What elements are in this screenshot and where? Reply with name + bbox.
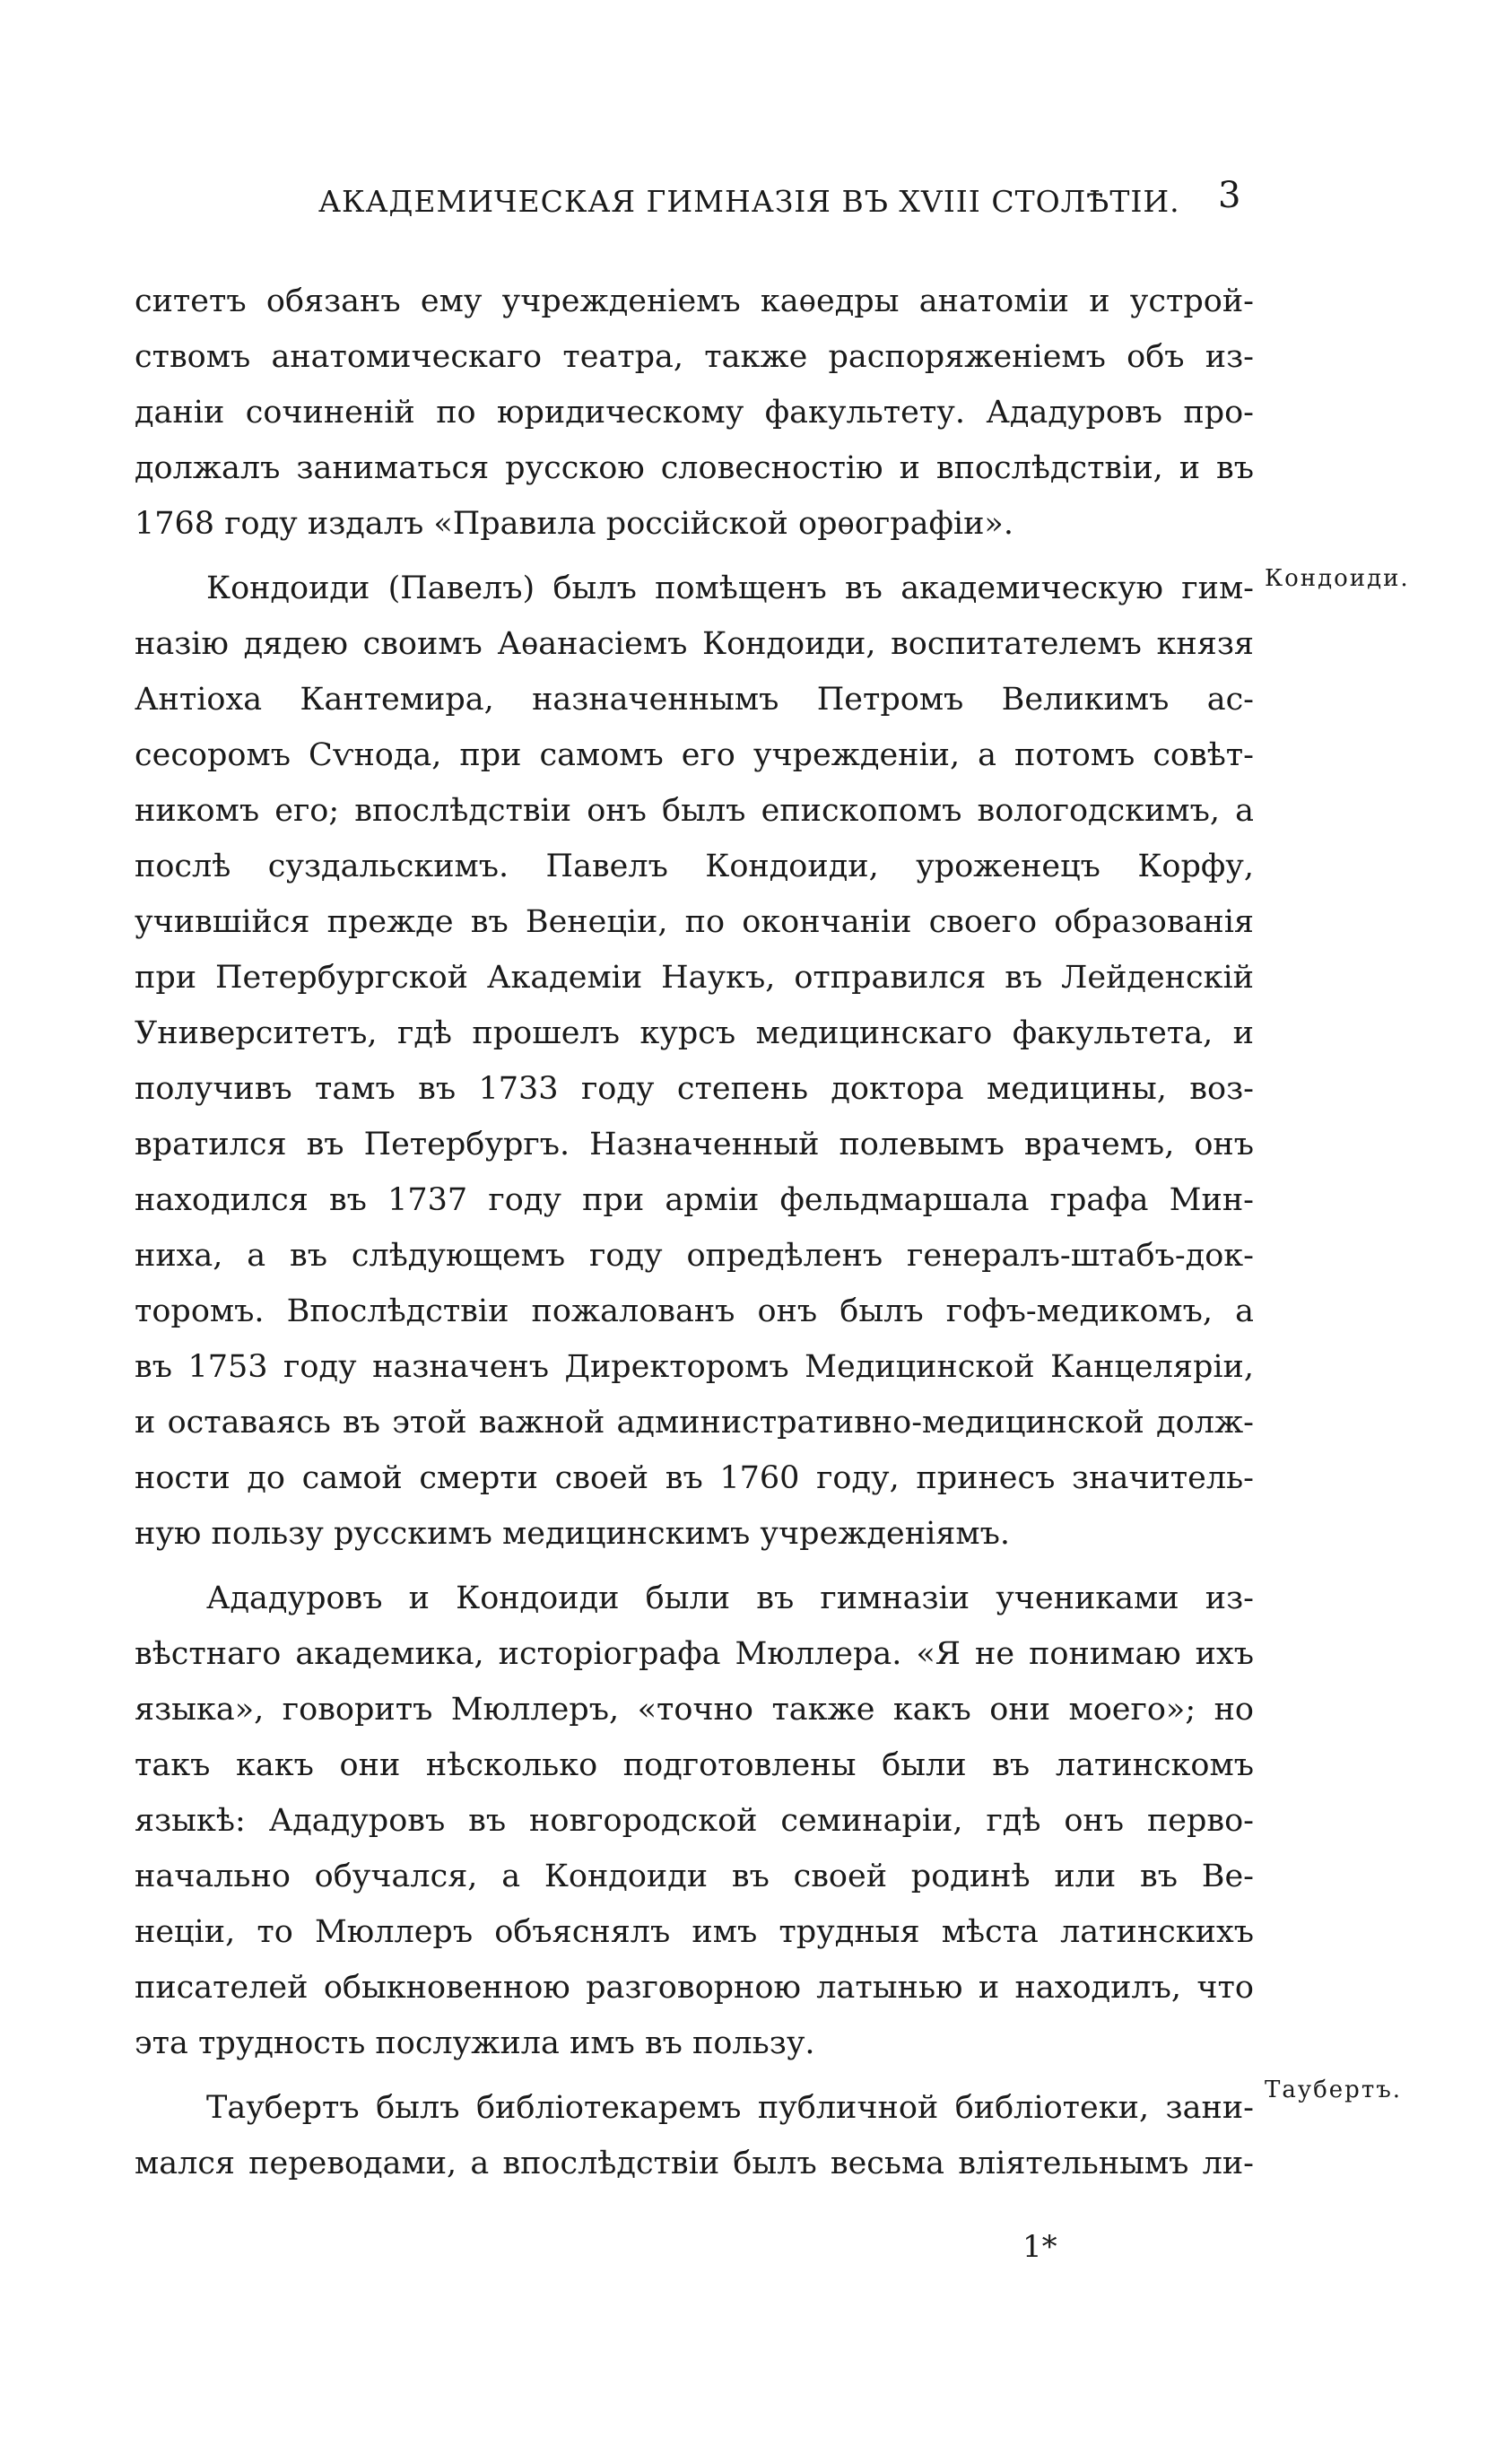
text-line: ную пользу русскимъ медицинскимъ учрежденіямъ. (135, 1516, 1010, 1552)
margin-note-taubert: Таубертъ. (1265, 2077, 1403, 2103)
text-line: ности до самой смерти своей въ 1760 году, принесъ значитель- (135, 1460, 1254, 1496)
paragraph-4 (135, 2080, 1254, 2191)
text-line: языка», говоритъ Мюллеръ, «точно также какъ они моего»; но (135, 1692, 1254, 1728)
text-line: находился въ 1737 году при арміи фельдмаршала графа Мин- (135, 1182, 1254, 1218)
page-number: 3 (1218, 175, 1241, 216)
text-line: даніи сочиненій по юридическому факультету. Ададуровъ про- (135, 395, 1254, 431)
text-line: ствомъ анатомическаго театра, также распоряженіемъ объ из- (135, 339, 1254, 375)
signature-mark: 1* (1022, 2229, 1057, 2265)
text-line: никомъ его; впослѣдствіи онъ былъ епископомъ вологодскимъ, а (135, 793, 1254, 829)
text-line: Кондоиди (Павелъ) былъ помѣщенъ въ академическую гим- (206, 570, 1254, 606)
text-line: эта трудность послужила имъ въ пользу. (135, 2025, 815, 2061)
text-line: послѣ суздальскимъ. Павелъ Кондоиди, уроженецъ Корфу, (135, 849, 1254, 884)
text-line: получивъ тамъ въ 1733 году степень доктора медицины, воз- (135, 1071, 1254, 1107)
text-line: языкѣ: Ададуровъ въ новгородской семинаріи, гдѣ онъ перво- (135, 1803, 1254, 1839)
text-line: назію дядею своимъ Аѳанасіемъ Кондоиди, воспитателемъ князя (135, 626, 1254, 662)
running-header (0, 175, 1505, 238)
text-line: вратился въ Петербургъ. Назначенный полевымъ врачемъ, онъ (135, 1127, 1254, 1162)
text-line: должалъ заниматься русскою словесностію и впослѣдствіи, и въ (135, 450, 1254, 486)
text-line: начально обучался, а Кондоиди въ своей родинѣ или въ Ве- (135, 1859, 1254, 1894)
text-line: вѣстнаго академика, исторіографа Мюллера. «Я не понимаю ихъ (135, 1636, 1254, 1672)
text-line: Университетъ, гдѣ прошелъ курсъ медицинскаго факультета, и (135, 1015, 1254, 1051)
text-line: Ададуровъ и Кондоиди были въ гимназіи учениками из- (206, 1580, 1254, 1616)
text-line: при Петербургской Академіи Наукъ, отправился въ Лейденскій (135, 960, 1254, 996)
paragraph-2 (135, 561, 1254, 1562)
text-line: Таубертъ былъ библіотекаремъ публичной библіотеки, зани- (206, 2090, 1254, 2126)
margin-note-kondoidi: Кондоиди. (1265, 565, 1410, 592)
running-title: АКАДЕМИЧЕСКАЯ ГИМНАЗІЯ ВЪ XVIII СТОЛѢТІИ. (318, 184, 1180, 219)
text-line: ниха, а въ слѣдующемъ году опредѣленъ генералъ-штабъ-док- (135, 1238, 1254, 1274)
body-text (135, 274, 1254, 2191)
text-line: учившійся прежде въ Венеціи, по окончаніи своего образованія (135, 904, 1254, 940)
text-line: такъ какъ они нѣсколько подготовлены были въ латинскомъ (135, 1747, 1254, 1783)
text-line: писателей обыкновенною разговорною латынью и находилъ, что (135, 1970, 1254, 2006)
text-line: Антіоха Кантемира, назначеннымъ Петромъ Великимъ ас- (135, 682, 1254, 718)
text-line: ситетъ обязанъ ему учрежденіемъ каѳедры анатоміи и устрой- (135, 283, 1254, 319)
text-line: въ 1753 году назначенъ Директоромъ Медицинской Канцеляріи, (135, 1349, 1254, 1385)
text-line: неціи, то Мюллеръ объяснялъ имъ трудныя мѣста латинскихъ (135, 1914, 1254, 1950)
text-line: и оставаясь въ этой важной административно-медицинской долж- (135, 1405, 1254, 1441)
text-line: мался переводами, а впослѣдствіи былъ весьма вліятельнымъ ли- (135, 2146, 1254, 2181)
text-line: сесоромъ Сѵнода, при самомъ его учрежденіи, а потомъ совѣт- (135, 737, 1254, 773)
paragraph-3 (135, 1571, 1254, 2071)
text-line: 1768 году издалъ «Правила россійской орѳографіи». (135, 506, 1013, 542)
paragraph-1 (135, 274, 1254, 552)
text-line: торомъ. Впослѣдствіи пожалованъ онъ былъ гофъ-медикомъ, а (135, 1293, 1254, 1329)
